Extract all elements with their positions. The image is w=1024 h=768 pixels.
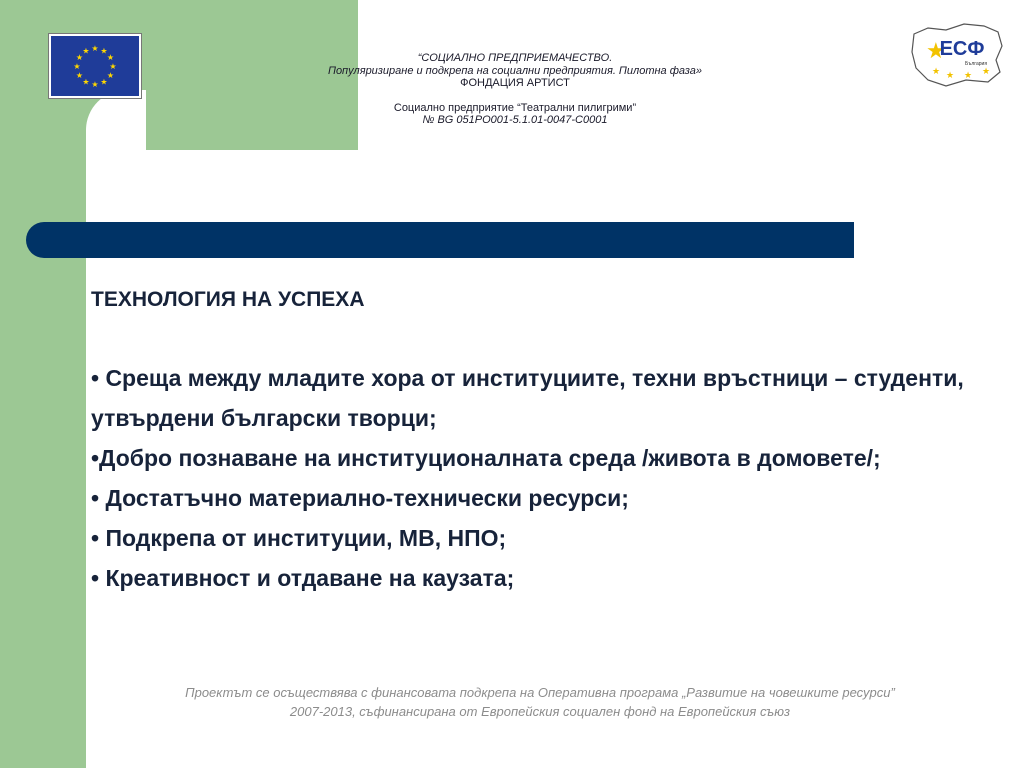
eu-flag-icon — [51, 36, 139, 96]
esf-bulgaria-logo — [906, 20, 1006, 90]
header-line4: Социално предприятие “Театрални пилигрими” — [393, 101, 637, 114]
svg-text:★: ★ — [106, 71, 115, 80]
page-title: ТЕХНОЛОГИЯ НА УСПЕХА — [91, 288, 365, 311]
svg-text:★: ★ — [109, 62, 117, 71]
svg-text:★: ★ — [106, 53, 115, 62]
logo-text: ЕСФ — [939, 38, 985, 60]
star-icon: ★ — [926, 39, 946, 64]
svg-text:★: ★ — [75, 71, 84, 80]
header-line2: Популяризиране и подкрепа на социални предприятия. Пилотна фаза» — [327, 64, 703, 77]
navy-divider-bar — [26, 222, 854, 258]
logo-subtext: България — [964, 61, 988, 67]
footer-line2: 2007-2013, съфинансирана от Европейския социален фонд на Европейския съюз — [289, 704, 791, 719]
svg-text:★: ★ — [82, 46, 90, 56]
svg-text:★: ★ — [91, 80, 99, 89]
svg-text:★: ★ — [75, 53, 84, 62]
bullet-item: •Добро познаване на институционалната среда /живота в домовете/; — [91, 445, 881, 471]
svg-text:★: ★ — [91, 44, 99, 53]
header-line3: ФОНДАЦИЯ АРТИСТ — [460, 77, 570, 89]
footer-line1: Проектът се осъществява с финансовата подкрепа на Оперативна програма „Развитие на човешките ресурси” — [185, 685, 895, 700]
svg-text:★: ★ — [964, 71, 973, 81]
svg-text:★: ★ — [982, 67, 991, 77]
footer-text — [90, 683, 990, 721]
svg-text:★: ★ — [100, 77, 108, 87]
header-line5: № BG 051PO001-5.1.01-0047-C0001 — [422, 114, 608, 126]
header-line1: “СОЦИАЛНО ПРЕДПРИЕМАЧЕСТВО. — [417, 52, 613, 64]
eu-flag-logo — [48, 33, 142, 99]
svg-text:★: ★ — [946, 71, 955, 81]
svg-text:★: ★ — [100, 46, 108, 56]
svg-text:★: ★ — [932, 67, 941, 77]
svg-text:★: ★ — [82, 77, 90, 87]
bullet-item: • Достатъчно материално-технически ресурси; — [91, 485, 629, 511]
left-green-stripe — [0, 0, 86, 768]
bullet-item: • Среща между младите хора от институциите, техни връстници – студенти, утвърдени български творци; — [91, 365, 964, 431]
header-text — [230, 52, 800, 127]
svg-text:★: ★ — [73, 62, 81, 71]
bullet-item: • Креативност и отдаване на каузата; — [91, 565, 515, 591]
main-content — [91, 280, 991, 598]
bullet-item: • Подкрепа от институции, МВ, НПО; — [91, 525, 507, 551]
